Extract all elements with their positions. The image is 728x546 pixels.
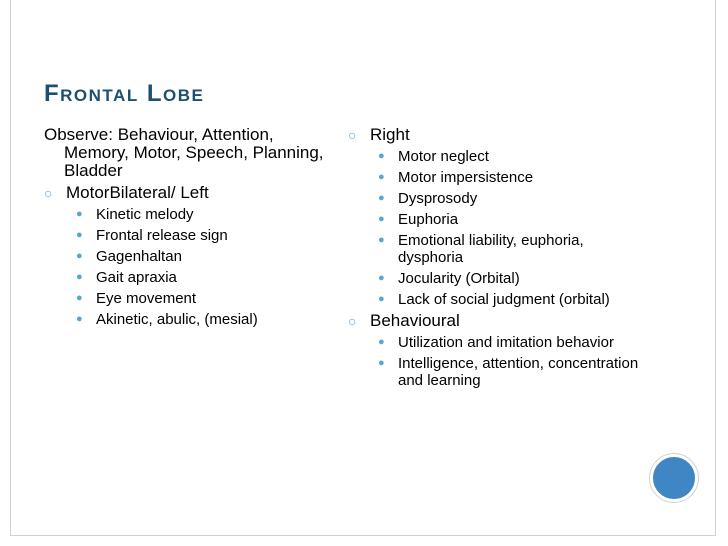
dot-bullet-icon: ● bbox=[378, 171, 385, 183]
list-item bbox=[348, 148, 648, 165]
list-item-text: Intelligence, attention, concentration and learning bbox=[398, 355, 639, 389]
list-item-text: Kinetic melody bbox=[96, 206, 194, 223]
list-item bbox=[44, 227, 336, 244]
circle-bullet-icon: ○ bbox=[44, 185, 53, 201]
circle-bullet-icon: ○ bbox=[348, 127, 357, 143]
list-item-text: Utilization and imitation behavior bbox=[398, 334, 614, 351]
slide-title: Frontal Lobe bbox=[44, 80, 205, 107]
list-item-text: Gagenhaltan bbox=[96, 248, 182, 265]
list-item bbox=[348, 232, 648, 266]
dot-bullet-icon: ● bbox=[76, 271, 83, 283]
dot-bullet-icon: ● bbox=[76, 292, 83, 304]
list-item bbox=[348, 270, 648, 287]
list-item-text: Akinetic, abulic, (mesial) bbox=[96, 311, 258, 328]
list-item bbox=[348, 211, 648, 228]
list-item-text: Euphoria bbox=[398, 211, 459, 228]
list-item-text: Eye movement bbox=[96, 290, 197, 307]
dot-bullet-icon: ● bbox=[378, 357, 385, 369]
list-item bbox=[44, 311, 336, 328]
list-item bbox=[348, 190, 648, 207]
list-item bbox=[44, 248, 336, 265]
motor-heading: MotorBilateral/ Left bbox=[66, 183, 209, 202]
list-item-text: Motor neglect bbox=[398, 148, 489, 165]
dot-bullet-icon: ● bbox=[378, 150, 385, 162]
list-item-text: Jocularity (Orbital) bbox=[398, 270, 520, 287]
dot-bullet-icon: ● bbox=[378, 213, 385, 225]
list-item bbox=[44, 290, 336, 307]
behavioural-heading: Behavioural bbox=[370, 311, 460, 330]
list-item-text: Gait apraxia bbox=[96, 269, 177, 286]
list-item-text: Lack of social judgment (orbital) bbox=[398, 291, 610, 308]
behavioural-heading-item bbox=[348, 312, 648, 330]
dot-bullet-icon: ● bbox=[378, 272, 385, 284]
list-item bbox=[348, 169, 648, 186]
list-item bbox=[348, 334, 648, 351]
dot-bullet-icon: ● bbox=[378, 336, 385, 348]
list-item-text: Frontal release sign bbox=[96, 227, 228, 244]
dot-bullet-icon: ● bbox=[378, 293, 385, 305]
list-item bbox=[44, 269, 336, 286]
dot-bullet-icon: ● bbox=[76, 208, 83, 220]
list-item bbox=[348, 355, 648, 389]
observe-text: Observe: Behaviour, Attention, Memory, Motor, Speech, Planning, Bladder bbox=[44, 125, 324, 180]
dot-bullet-icon: ● bbox=[76, 250, 83, 262]
list-item bbox=[348, 291, 648, 308]
list-item-text: Dysprosody bbox=[398, 190, 478, 207]
circle-bullet-icon: ○ bbox=[348, 313, 357, 329]
dot-bullet-icon: ● bbox=[378, 234, 385, 246]
list-item-text: Emotional liability, euphoria, dysphoria bbox=[398, 232, 584, 266]
decorative-circle bbox=[650, 454, 698, 502]
left-column bbox=[44, 126, 336, 332]
right-heading-item bbox=[348, 126, 648, 144]
dot-bullet-icon: ● bbox=[378, 192, 385, 204]
dot-bullet-icon: ● bbox=[76, 229, 83, 241]
right-column bbox=[348, 126, 648, 393]
right-heading: Right bbox=[370, 125, 410, 144]
list-item-text: Motor impersistence bbox=[398, 169, 534, 186]
dot-bullet-icon: ● bbox=[76, 313, 83, 325]
list-item bbox=[44, 206, 336, 223]
motor-heading-item bbox=[44, 184, 336, 202]
